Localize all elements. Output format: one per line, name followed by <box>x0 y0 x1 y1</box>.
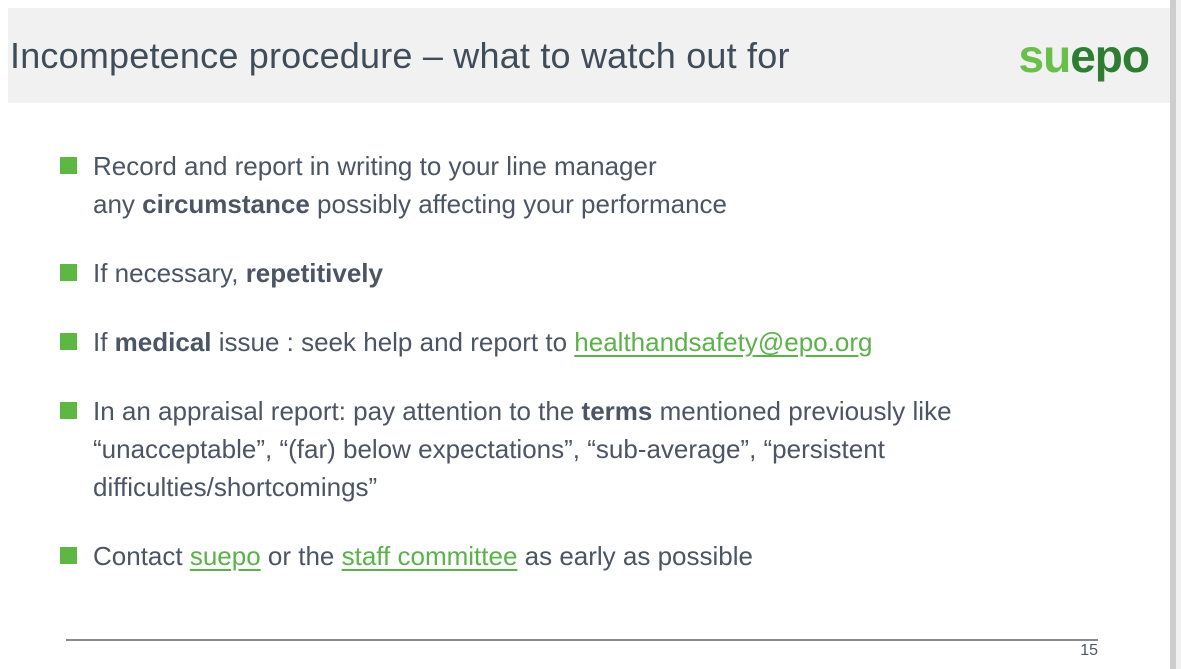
scrollbar-thumb[interactable] <box>1170 0 1176 669</box>
text-segment: circumstance <box>142 189 310 219</box>
bullet-item <box>60 323 1120 361</box>
text-segment: possibly affecting your performance <box>309 189 727 219</box>
bullet-square-icon <box>60 157 77 174</box>
text-segment: any <box>93 189 143 219</box>
text-segment: terms <box>581 396 653 426</box>
text-segment: as early as possible <box>517 541 753 571</box>
text-segment: mentioned previously like <box>652 396 952 426</box>
text-segment: If <box>93 327 115 357</box>
bullet-item <box>60 392 1120 506</box>
footer-divider <box>66 639 1098 641</box>
bullet-square-icon <box>60 333 77 350</box>
text-link[interactable]: staff committee <box>341 541 518 571</box>
bullet-square-icon <box>60 264 77 281</box>
text-link[interactable]: healthandsafety@epo.org <box>574 327 873 357</box>
text-segment: or the <box>260 541 342 571</box>
bullet-list <box>60 147 1120 606</box>
bullet-square-icon <box>60 402 77 419</box>
logo-part-epo: epo <box>1070 29 1149 82</box>
logo-part-su: su <box>1018 29 1071 82</box>
text-segment: issue : seek help and report to <box>211 327 575 357</box>
bullet-item <box>60 537 1120 575</box>
text-segment: If necessary, <box>93 258 246 288</box>
suepo-logo <box>1019 29 1171 83</box>
text-segment: “unacceptable”, “(far) below expectations”, “sub-average”, “persistent <box>93 434 885 464</box>
bullet-square-icon <box>60 547 77 564</box>
page-number: 15 <box>1080 642 1098 659</box>
bullet-text <box>93 254 383 292</box>
text-segment: medical <box>114 327 212 357</box>
text-segment: repetitively <box>245 258 383 288</box>
page-title: Incompetence procedure – what to watch out for <box>10 34 790 76</box>
bullet-text <box>93 537 753 575</box>
scrollbar-track[interactable] <box>1170 0 1181 669</box>
slide-header <box>8 8 1171 103</box>
bullet-item <box>60 254 1120 292</box>
bullet-text <box>93 323 872 361</box>
bullet-item <box>60 147 1120 223</box>
text-segment: Record and report in writing to your line manager <box>93 151 657 181</box>
bullet-text <box>93 392 952 506</box>
text-segment: difficulties/shortcomings” <box>93 472 378 502</box>
text-segment: In an appraisal report: pay attention to the <box>93 396 582 426</box>
text-link[interactable]: suepo <box>189 541 261 571</box>
bullet-text <box>93 147 727 223</box>
text-segment: Contact <box>93 541 190 571</box>
